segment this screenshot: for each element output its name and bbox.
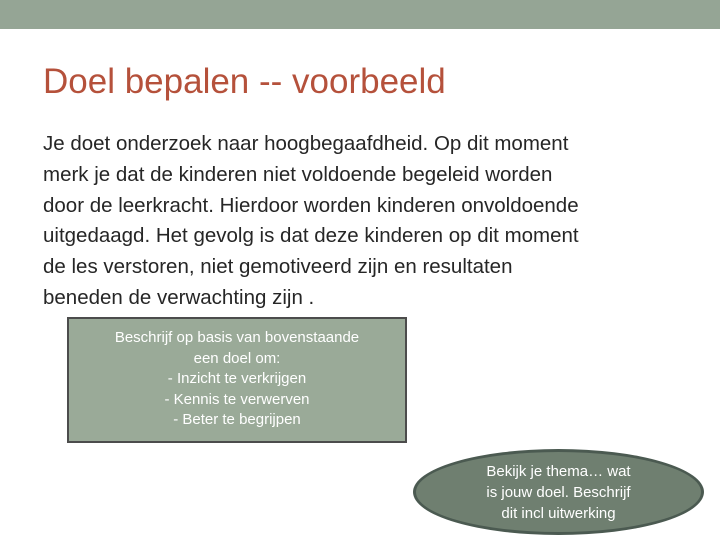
callout-ellipse xyxy=(413,449,704,535)
slide-title: Doel bepalen -- voorbeeld xyxy=(43,62,446,101)
body-line: uitgedaagd. Het gevolg is dat deze kinderen op dit moment xyxy=(43,224,579,248)
body-line: de les verstoren, niet gemotiveerd zijn en resultaten xyxy=(43,255,513,279)
body-line: door de leerkracht. Hierdoor worden kinderen onvoldoende xyxy=(43,193,579,217)
body-line: merk je dat de kinderen niet voldoende begeleid worden xyxy=(43,162,553,186)
callout-line: is jouw doel. Beschrijf xyxy=(486,483,631,501)
task-box-line: - Inzicht te verkrijgen xyxy=(167,370,307,387)
task-box xyxy=(67,317,407,443)
body-line: beneden de verwachting zijn . xyxy=(43,285,315,309)
task-box-line: een doel om: xyxy=(193,349,281,367)
top-accent-bar xyxy=(0,0,720,29)
task-box-line: Beschrijf op basis van bovenstaande xyxy=(114,329,360,346)
task-box-line: - Kennis te verwerven xyxy=(164,390,310,408)
callout-line: Bekijk je thema… wat xyxy=(486,462,631,480)
task-box-line: - Beter te begrijpen xyxy=(173,411,301,428)
callout-line: dit incl uitwerking xyxy=(501,504,616,522)
body-line: Je doet onderzoek naar hoogbegaafdheid. Op dit moment xyxy=(43,132,569,155)
slide-body-text xyxy=(43,129,703,314)
